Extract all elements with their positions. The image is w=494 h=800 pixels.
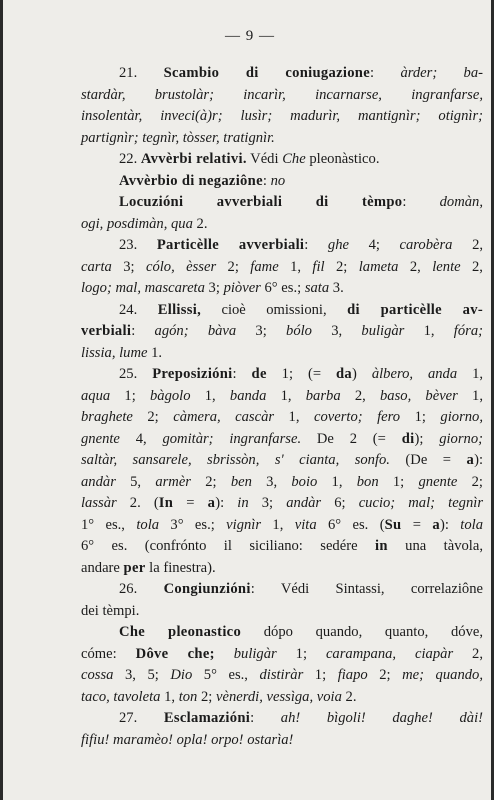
italic-example: vignìr: [226, 516, 262, 533]
text-run: dópo quando, quanto, dóve,: [241, 624, 484, 640]
text-line: [81, 128, 483, 150]
italic-example: gomitàr; ingranfarse.: [162, 430, 302, 447]
italic-example: andàr: [286, 495, 322, 511]
text-run: 1.: [147, 344, 163, 361]
italic-example: distiràr: [259, 667, 304, 683]
text-run: :: [304, 237, 328, 253]
italic-example: sata: [304, 280, 330, 296]
text-run: :: [131, 323, 155, 339]
bold-term: di: [401, 430, 415, 447]
italic-example: Dio: [170, 667, 193, 683]
italic-example: gnente: [81, 430, 120, 447]
text-run: 4,: [119, 430, 163, 447]
text-run: una tàvola,: [387, 538, 483, 554]
text-run: 1; (=: [266, 366, 336, 382]
text-run: cóme:: [81, 645, 136, 662]
text-run: 6;: [321, 495, 359, 511]
text-line: [81, 63, 483, 85]
text-line: [81, 364, 483, 386]
text-line: [81, 85, 483, 107]
italic-example: cossa: [81, 667, 114, 683]
text-line: [81, 579, 483, 601]
text-line: [81, 622, 483, 644]
italic-example: vita: [294, 516, 317, 533]
text-run: andare: [81, 559, 124, 576]
bold-term: di particèlle av-: [347, 301, 484, 318]
text-run: 3,: [251, 473, 292, 490]
text-run: 2.: [341, 688, 357, 705]
text-run: 27.: [119, 710, 164, 726]
text-run: =: [173, 495, 208, 511]
italic-example: insolentàr, inveci(à)r; lusìr; madurìr, mantignìr; otignìr;: [81, 108, 483, 124]
text-run: 5° es.,: [192, 667, 260, 683]
bold-term: Locuzióni avverbiali di tèmpo: [119, 194, 403, 210]
text-run: 26.: [119, 581, 164, 597]
text-run: 6° es. (confrónto il siciliano: sedére: [81, 538, 375, 554]
text-run: cioè omissioni,: [201, 301, 348, 318]
text-run: 5,: [115, 473, 156, 490]
italic-example: fil: [312, 258, 325, 275]
body-text: [81, 63, 483, 751]
italic-example: àlbero, anda: [371, 366, 458, 382]
text-run: ):: [440, 516, 461, 533]
text-line: [81, 730, 483, 752]
italic-example: partignìr; tegnìr, tòsser, tratignìr.: [81, 129, 275, 146]
italic-example: tola: [460, 516, 483, 533]
bold-term: de: [251, 366, 267, 382]
text-run: 4;: [349, 237, 400, 253]
text-run: 2,: [460, 258, 483, 275]
text-run: 1;: [303, 667, 338, 683]
bold-term: verbiali: [81, 323, 132, 339]
italic-example: bon: [356, 473, 379, 490]
italic-example: barba: [305, 387, 341, 404]
italic-example: fifiu! maramèo! opla! orpo! ostarìa!: [81, 731, 294, 748]
bold-term: Preposizióni: [152, 366, 233, 382]
italic-example: carobèra: [399, 237, 453, 253]
text-run: 2,: [340, 387, 380, 404]
bold-term: Che pleonastico: [119, 624, 242, 640]
text-run: :: [370, 65, 401, 81]
italic-example: domàn,: [439, 194, 483, 210]
italic-example: piòver: [223, 280, 261, 296]
text-run: 2. (: [116, 495, 159, 511]
text-line: [81, 192, 483, 214]
italic-example: me; quando,: [402, 667, 483, 683]
italic-example: ogi, posdimàn, qua: [81, 215, 193, 232]
text-line: [81, 407, 483, 429]
bold-term: in: [374, 538, 388, 554]
italic-example: carta: [81, 258, 112, 275]
italic-example: logo; mal, mascareta: [81, 280, 205, 296]
italic-example: gnente: [418, 473, 458, 490]
text-line: [81, 149, 483, 171]
text-run: 1;: [276, 645, 326, 662]
page-number: — 9 —: [225, 28, 275, 44]
bold-term: per: [123, 559, 146, 576]
text-run: dei tèmpi.: [81, 602, 140, 619]
text-line: [81, 300, 483, 322]
text-line: [81, 493, 483, 515]
italic-example: lassàr: [81, 495, 117, 511]
italic-example: banda: [229, 387, 267, 404]
italic-example: carampana, ciapàr: [325, 645, 454, 662]
text-line: [81, 687, 483, 709]
italic-example: baso, bèver: [380, 387, 458, 404]
italic-example: ben: [230, 473, 252, 490]
text-line: [81, 601, 483, 623]
text-run: 25.: [119, 366, 153, 382]
text-line: [81, 665, 483, 687]
text-run: Védi: [246, 151, 283, 167]
text-run: [215, 646, 234, 662]
text-run: 3,: [311, 323, 362, 339]
bold-term: Ellissi,: [157, 301, 202, 318]
text-run: 23.: [119, 237, 157, 253]
italic-example: brustolàr; incarìr, incarnarse, ingranfarse,: [154, 86, 483, 103]
italic-example: tola: [136, 516, 160, 533]
text-line: [81, 450, 483, 472]
text-run: 2;: [457, 473, 483, 490]
text-run: : Védi Sintassi, correlaziône: [250, 581, 483, 597]
text-run: 1;: [400, 409, 441, 425]
text-run: ):: [474, 452, 483, 468]
text-run: 1;: [110, 387, 150, 404]
text-run: 1,: [261, 516, 295, 533]
text-run: 2;: [367, 667, 403, 683]
italic-example: càmera, cascàr: [173, 409, 275, 425]
bold-term: Particèlle avverbiali: [156, 237, 305, 253]
italic-example: cucio; mal; tegnìr: [358, 495, 483, 511]
text-run: 6° es. (: [316, 516, 385, 533]
text-run: 3;: [236, 323, 287, 339]
bold-term: Avvèrbi relativi.: [140, 151, 247, 167]
bold-term: In: [158, 495, 174, 511]
text-line: [81, 386, 483, 408]
text-run: 2,: [398, 258, 433, 275]
text-run: 2;: [191, 473, 231, 490]
text-line: [81, 278, 483, 300]
text-run: 1° es.,: [81, 516, 137, 533]
italic-example: no: [270, 172, 286, 189]
bold-term: Dôve che;: [135, 645, 215, 662]
text-run: 1,: [266, 387, 306, 404]
italic-example: fóra;: [453, 323, 483, 339]
text-run: 1;: [378, 473, 419, 490]
italic-example: in: [237, 495, 249, 511]
bold-term: Congiunzióni: [163, 581, 251, 597]
italic-example: lissia, lume: [81, 344, 148, 361]
text-line: [81, 429, 483, 451]
text-run: 3° es.;: [159, 516, 227, 533]
text-line: [81, 515, 483, 537]
italic-example: aqua: [81, 387, 111, 404]
text-run: 1,: [274, 409, 314, 425]
text-run: 2,: [452, 237, 484, 253]
text-run: :: [250, 710, 281, 726]
text-line: [81, 708, 483, 730]
italic-example: bàgolo: [149, 387, 191, 404]
text-line: [81, 171, 483, 193]
bold-term: Avvèrbio di negaziône: [119, 172, 263, 189]
text-line: [81, 343, 483, 365]
italic-example: fiapo: [337, 667, 368, 683]
text-line: [81, 235, 483, 257]
text-run: 3;: [248, 495, 287, 511]
bold-term: a: [466, 452, 475, 468]
italic-example: taco, tavoleta: [81, 688, 161, 705]
italic-example: fame: [250, 258, 279, 275]
italic-example: giorno,: [440, 409, 483, 425]
text-line: [81, 536, 483, 558]
text-run: 6° es.;: [260, 280, 305, 296]
italic-example: coverto; fero: [314, 409, 401, 425]
text-run: 2,: [453, 645, 484, 662]
italic-example: àrder; ba-: [400, 65, 484, 81]
text-line: [81, 214, 483, 236]
text-run: ):: [215, 495, 238, 511]
text-run: 1,: [278, 258, 313, 275]
text-run: 3.: [329, 280, 344, 296]
bold-term: a: [207, 495, 216, 511]
italic-example: lente: [432, 258, 461, 275]
text-line: [81, 472, 483, 494]
text-run: 1,: [160, 688, 179, 705]
bold-term: Su: [384, 516, 402, 533]
text-run: 2;: [197, 688, 216, 705]
text-run: 2;: [132, 409, 174, 425]
text-run: 1,: [457, 366, 484, 382]
italic-example: ton: [178, 688, 198, 705]
text-run: 1,: [404, 323, 454, 339]
text-run: =: [401, 516, 433, 533]
italic-example: giorno;: [439, 430, 483, 447]
text-run: pleonàstico.: [305, 151, 380, 167]
italic-example: buligàr: [361, 323, 405, 339]
text-run: :: [262, 172, 271, 189]
bold-term: da: [336, 366, 353, 382]
bold-term: Esclamazióni: [163, 710, 251, 726]
text-line: [81, 558, 483, 580]
bold-term: a: [432, 516, 440, 533]
text-run: 3;: [204, 280, 224, 296]
italic-example: bólo: [286, 323, 312, 339]
text-run: De 2 (=: [301, 430, 402, 447]
text-run: (De =: [389, 452, 467, 468]
text-run: ): [352, 366, 372, 382]
text-run: 2;: [324, 258, 359, 275]
text-run: 2.: [192, 215, 208, 232]
text-run: 1,: [457, 387, 483, 404]
italic-example: cólo, èsser: [145, 258, 217, 275]
text-line: [81, 644, 483, 666]
text-run: );: [414, 430, 440, 447]
text-run: la finestra).: [145, 559, 216, 576]
italic-example: lameta: [358, 258, 399, 275]
text-run: 3;: [111, 258, 146, 275]
italic-example: armèr: [155, 473, 191, 490]
italic-example: Che: [282, 151, 306, 167]
italic-example: saltàr, sansarele, sbrissòn, s' cianta, sonfo.: [81, 452, 390, 468]
text-run: :: [232, 366, 252, 382]
text-run: 24.: [119, 301, 158, 318]
italic-example: stardàr,: [81, 86, 155, 103]
italic-example: andàr: [81, 473, 116, 490]
text-line: [81, 257, 483, 279]
text-run: 3, 5;: [113, 667, 171, 683]
text-run: 1,: [317, 473, 357, 490]
italic-example: ghe: [327, 237, 349, 253]
text-run: 2;: [216, 258, 251, 275]
text-line: [81, 106, 483, 128]
text-line: [81, 321, 483, 343]
italic-example: vènerdi, vessìga, voia: [216, 688, 342, 705]
text-run: 1,: [190, 387, 230, 404]
bold-term: Scambio di coniugazione: [163, 65, 371, 81]
text-run: 21.: [119, 65, 164, 81]
italic-example: buligàr: [233, 645, 277, 662]
text-run: :: [402, 194, 440, 210]
italic-example: braghete: [81, 409, 133, 425]
italic-example: ah! bìgoli! daghe! dài!: [280, 710, 483, 726]
italic-example: boio: [291, 473, 318, 490]
text-run: 22.: [119, 151, 141, 167]
italic-example: agón; bàva: [154, 323, 237, 339]
